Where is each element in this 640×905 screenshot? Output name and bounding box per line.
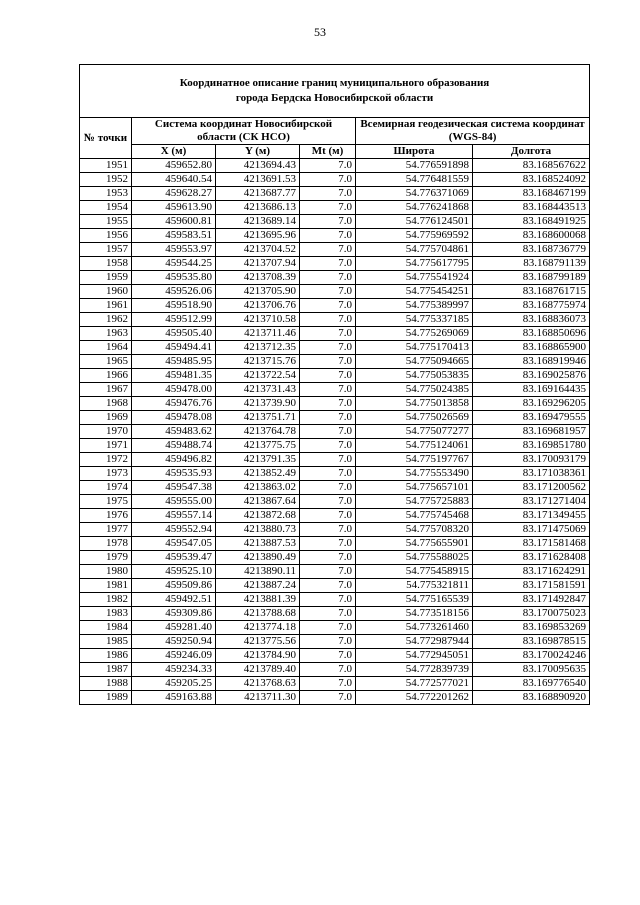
point-number-cell: 1959 [80, 271, 132, 285]
longitude-cell: 83.168443513 [473, 201, 590, 215]
page-number: 53 [314, 25, 326, 39]
longitude-cell: 83.168799189 [473, 271, 590, 285]
mt-cell: 7.0 [300, 271, 356, 285]
x-cell: 459234.33 [132, 663, 216, 677]
point-number-cell: 1980 [80, 565, 132, 579]
header-local-system: Система координат Новосибирской области (СК НСО) [132, 118, 356, 145]
longitude-cell: 83.171200562 [473, 481, 590, 495]
mt-cell: 7.0 [300, 481, 356, 495]
mt-cell: 7.0 [300, 677, 356, 691]
table-row [80, 649, 590, 663]
longitude-cell: 83.171038361 [473, 467, 590, 481]
point-number-cell: 1982 [80, 593, 132, 607]
x-cell: 459496.82 [132, 453, 216, 467]
point-number-cell: 1955 [80, 215, 132, 229]
table-row [80, 537, 590, 551]
x-cell: 459509.86 [132, 579, 216, 593]
y-cell: 4213706.76 [216, 299, 300, 313]
longitude-cell: 83.168919946 [473, 355, 590, 369]
y-cell: 4213890.49 [216, 551, 300, 565]
table-row [80, 481, 590, 495]
y-cell: 4213711.46 [216, 327, 300, 341]
coordinates-table [79, 64, 590, 705]
y-cell: 4213751.71 [216, 411, 300, 425]
latitude-cell: 54.775389997 [356, 299, 473, 313]
x-cell: 459481.35 [132, 369, 216, 383]
mt-cell: 7.0 [300, 299, 356, 313]
mt-cell: 7.0 [300, 537, 356, 551]
x-cell: 459553.97 [132, 243, 216, 257]
point-number-cell: 1983 [80, 607, 132, 621]
x-cell: 459535.80 [132, 271, 216, 285]
x-cell: 459518.90 [132, 299, 216, 313]
mt-cell: 7.0 [300, 411, 356, 425]
table-row [80, 509, 590, 523]
y-cell: 4213768.63 [216, 677, 300, 691]
latitude-cell: 54.775321811 [356, 579, 473, 593]
point-number-cell: 1976 [80, 509, 132, 523]
latitude-cell: 54.775124061 [356, 439, 473, 453]
x-cell: 459547.05 [132, 537, 216, 551]
mt-cell: 7.0 [300, 383, 356, 397]
point-number-cell: 1956 [80, 229, 132, 243]
y-cell: 4213686.13 [216, 201, 300, 215]
table-row [80, 495, 590, 509]
x-cell: 459476.76 [132, 397, 216, 411]
y-cell: 4213872.68 [216, 509, 300, 523]
point-number-cell: 1989 [80, 691, 132, 705]
x-cell: 459557.14 [132, 509, 216, 523]
mt-cell: 7.0 [300, 495, 356, 509]
point-number-cell: 1988 [80, 677, 132, 691]
longitude-cell: 83.169164435 [473, 383, 590, 397]
x-cell: 459485.95 [132, 355, 216, 369]
latitude-cell: 54.772945051 [356, 649, 473, 663]
mt-cell: 7.0 [300, 201, 356, 215]
mt-cell: 7.0 [300, 509, 356, 523]
y-cell: 4213705.90 [216, 285, 300, 299]
table-title-line1: Координатное описание границ муниципального образования [179, 77, 490, 89]
mt-cell: 7.0 [300, 607, 356, 621]
table-row [80, 565, 590, 579]
longitude-cell: 83.168791139 [473, 257, 590, 271]
y-cell: 4213715.76 [216, 355, 300, 369]
mt-cell: 7.0 [300, 229, 356, 243]
mt-cell: 7.0 [300, 593, 356, 607]
point-number-cell: 1981 [80, 579, 132, 593]
latitude-cell: 54.775013858 [356, 397, 473, 411]
header-x: X (м) [132, 145, 216, 159]
header-y: Y (м) [216, 145, 300, 159]
mt-cell: 7.0 [300, 621, 356, 635]
mt-cell: 7.0 [300, 579, 356, 593]
latitude-cell: 54.775708320 [356, 523, 473, 537]
latitude-cell: 54.772201262 [356, 691, 473, 705]
latitude-cell: 54.775454251 [356, 285, 473, 299]
table-row [80, 201, 590, 215]
table-row [80, 383, 590, 397]
x-cell: 459246.09 [132, 649, 216, 663]
mt-cell: 7.0 [300, 551, 356, 565]
y-cell: 4213890.11 [216, 565, 300, 579]
latitude-cell: 54.775053835 [356, 369, 473, 383]
latitude-cell: 54.775745468 [356, 509, 473, 523]
latitude-cell: 54.776481559 [356, 173, 473, 187]
point-number-cell: 1978 [80, 537, 132, 551]
header-latitude: Широта [356, 145, 473, 159]
longitude-cell: 83.168836073 [473, 313, 590, 327]
longitude-cell: 83.170095635 [473, 663, 590, 677]
latitude-cell: 54.776371069 [356, 187, 473, 201]
y-cell: 4213712.35 [216, 341, 300, 355]
y-cell: 4213722.54 [216, 369, 300, 383]
mt-cell: 7.0 [300, 187, 356, 201]
longitude-cell: 83.171628408 [473, 551, 590, 565]
y-cell: 4213691.53 [216, 173, 300, 187]
latitude-cell: 54.775725883 [356, 495, 473, 509]
x-cell: 459640.54 [132, 173, 216, 187]
mt-cell: 7.0 [300, 397, 356, 411]
table-row [80, 607, 590, 621]
header-point-number: № точки [80, 118, 132, 159]
longitude-cell: 83.169853269 [473, 621, 590, 635]
latitude-cell: 54.775969592 [356, 229, 473, 243]
latitude-cell: 54.775077277 [356, 425, 473, 439]
table-row [80, 257, 590, 271]
mt-cell: 7.0 [300, 523, 356, 537]
mt-cell: 7.0 [300, 243, 356, 257]
y-cell: 4213880.73 [216, 523, 300, 537]
mt-cell: 7.0 [300, 285, 356, 299]
latitude-cell: 54.772987944 [356, 635, 473, 649]
y-cell: 4213731.43 [216, 383, 300, 397]
x-cell: 459555.00 [132, 495, 216, 509]
x-cell: 459600.81 [132, 215, 216, 229]
point-number-cell: 1966 [80, 369, 132, 383]
mt-cell: 7.0 [300, 159, 356, 173]
longitude-cell: 83.168491925 [473, 215, 590, 229]
table-row [80, 243, 590, 257]
point-number-cell: 1967 [80, 383, 132, 397]
y-cell: 4213881.39 [216, 593, 300, 607]
point-number-cell: 1969 [80, 411, 132, 425]
y-cell: 4213887.24 [216, 579, 300, 593]
mt-cell: 7.0 [300, 691, 356, 705]
x-cell: 459505.40 [132, 327, 216, 341]
x-cell: 459250.94 [132, 635, 216, 649]
longitude-cell: 83.169681957 [473, 425, 590, 439]
x-cell: 459547.38 [132, 481, 216, 495]
mt-cell: 7.0 [300, 327, 356, 341]
y-cell: 4213710.58 [216, 313, 300, 327]
longitude-cell: 83.168467199 [473, 187, 590, 201]
mt-cell: 7.0 [300, 649, 356, 663]
longitude-cell: 83.171581468 [473, 537, 590, 551]
x-cell: 459483.62 [132, 425, 216, 439]
mt-cell: 7.0 [300, 215, 356, 229]
x-cell: 459544.25 [132, 257, 216, 271]
x-cell: 459494.41 [132, 341, 216, 355]
table-row [80, 341, 590, 355]
longitude-cell: 83.168761715 [473, 285, 590, 299]
longitude-cell: 83.168865900 [473, 341, 590, 355]
longitude-cell: 83.168600068 [473, 229, 590, 243]
latitude-cell: 54.775588025 [356, 551, 473, 565]
table-row [80, 677, 590, 691]
longitude-cell: 83.169025876 [473, 369, 590, 383]
y-cell: 4213775.75 [216, 439, 300, 453]
header-mt: Mt (м) [300, 145, 356, 159]
latitude-cell: 54.775094665 [356, 355, 473, 369]
y-cell: 4213863.02 [216, 481, 300, 495]
point-number-cell: 1968 [80, 397, 132, 411]
table-row [80, 397, 590, 411]
longitude-cell: 83.168567622 [473, 159, 590, 173]
point-number-cell: 1985 [80, 635, 132, 649]
table-title-line2: города Бердска Новосибирской области [235, 92, 434, 104]
x-cell: 459539.47 [132, 551, 216, 565]
table-title [80, 65, 590, 118]
table-row [80, 439, 590, 453]
latitude-cell: 54.775655901 [356, 537, 473, 551]
latitude-cell: 54.775165539 [356, 593, 473, 607]
table-row [80, 523, 590, 537]
y-cell: 4213791.35 [216, 453, 300, 467]
y-cell: 4213784.90 [216, 649, 300, 663]
point-number-cell: 1951 [80, 159, 132, 173]
table-row [80, 467, 590, 481]
latitude-cell: 54.775337185 [356, 313, 473, 327]
mt-cell: 7.0 [300, 173, 356, 187]
header-longitude: Долгота [473, 145, 590, 159]
latitude-cell: 54.775170413 [356, 341, 473, 355]
x-cell: 459652.80 [132, 159, 216, 173]
point-number-cell: 1973 [80, 467, 132, 481]
latitude-cell: 54.773261460 [356, 621, 473, 635]
point-number-cell: 1977 [80, 523, 132, 537]
x-cell: 459281.40 [132, 621, 216, 635]
y-cell: 4213788.68 [216, 607, 300, 621]
longitude-cell: 83.169296205 [473, 397, 590, 411]
table-row [80, 635, 590, 649]
longitude-cell: 83.170093179 [473, 453, 590, 467]
table-row [80, 271, 590, 285]
point-number-cell: 1965 [80, 355, 132, 369]
y-cell: 4213694.43 [216, 159, 300, 173]
y-cell: 4213707.94 [216, 257, 300, 271]
table-row [80, 425, 590, 439]
longitude-cell: 83.171271404 [473, 495, 590, 509]
latitude-cell: 54.775458915 [356, 565, 473, 579]
table-row [80, 187, 590, 201]
point-number-cell: 1964 [80, 341, 132, 355]
point-number-cell: 1971 [80, 439, 132, 453]
point-number-cell: 1953 [80, 187, 132, 201]
latitude-cell: 54.772577021 [356, 677, 473, 691]
longitude-cell: 83.171581591 [473, 579, 590, 593]
table-row [80, 285, 590, 299]
latitude-cell: 54.775024385 [356, 383, 473, 397]
longitude-cell: 83.168736779 [473, 243, 590, 257]
longitude-cell: 83.169479555 [473, 411, 590, 425]
table-row [80, 369, 590, 383]
x-cell: 459512.99 [132, 313, 216, 327]
point-number-cell: 1963 [80, 327, 132, 341]
table-row [80, 173, 590, 187]
table-row [80, 327, 590, 341]
header-wgs-system: Всемирная геодезическая система координат (WGS-84) [356, 118, 590, 145]
mt-cell: 7.0 [300, 467, 356, 481]
mt-cell: 7.0 [300, 439, 356, 453]
y-cell: 4213689.14 [216, 215, 300, 229]
mt-cell: 7.0 [300, 257, 356, 271]
latitude-cell: 54.776591898 [356, 159, 473, 173]
latitude-cell: 54.776124501 [356, 215, 473, 229]
y-cell: 4213852.49 [216, 467, 300, 481]
x-cell: 459535.93 [132, 467, 216, 481]
point-number-cell: 1957 [80, 243, 132, 257]
x-cell: 459552.94 [132, 523, 216, 537]
x-cell: 459628.27 [132, 187, 216, 201]
longitude-cell: 83.171624291 [473, 565, 590, 579]
point-number-cell: 1958 [80, 257, 132, 271]
point-number-cell: 1952 [80, 173, 132, 187]
mt-cell: 7.0 [300, 565, 356, 579]
point-number-cell: 1975 [80, 495, 132, 509]
latitude-cell: 54.775541924 [356, 271, 473, 285]
latitude-cell: 54.772839739 [356, 663, 473, 677]
latitude-cell: 54.775617795 [356, 257, 473, 271]
latitude-cell: 54.775269069 [356, 327, 473, 341]
y-cell: 4213774.18 [216, 621, 300, 635]
table-row [80, 313, 590, 327]
point-number-cell: 1984 [80, 621, 132, 635]
point-number-cell: 1954 [80, 201, 132, 215]
longitude-cell: 83.168850696 [473, 327, 590, 341]
longitude-cell: 83.169776540 [473, 677, 590, 691]
point-number-cell: 1979 [80, 551, 132, 565]
x-cell: 459309.86 [132, 607, 216, 621]
table-row [80, 355, 590, 369]
table-row [80, 593, 590, 607]
table-row [80, 159, 590, 173]
latitude-cell: 54.775657101 [356, 481, 473, 495]
y-cell: 4213867.64 [216, 495, 300, 509]
point-number-cell: 1972 [80, 453, 132, 467]
longitude-cell: 83.169878515 [473, 635, 590, 649]
table-row [80, 621, 590, 635]
table-row [80, 691, 590, 705]
y-cell: 4213687.77 [216, 187, 300, 201]
x-cell: 459492.51 [132, 593, 216, 607]
mt-cell: 7.0 [300, 425, 356, 439]
table-row [80, 215, 590, 229]
longitude-cell: 83.171349455 [473, 509, 590, 523]
table-row [80, 551, 590, 565]
y-cell: 4213695.96 [216, 229, 300, 243]
longitude-cell: 83.169851780 [473, 439, 590, 453]
latitude-cell: 54.775197767 [356, 453, 473, 467]
longitude-cell: 83.168890920 [473, 691, 590, 705]
latitude-cell: 54.773518156 [356, 607, 473, 621]
latitude-cell: 54.775026569 [356, 411, 473, 425]
x-cell: 459525.10 [132, 565, 216, 579]
x-cell: 459613.90 [132, 201, 216, 215]
mt-cell: 7.0 [300, 635, 356, 649]
point-number-cell: 1962 [80, 313, 132, 327]
mt-cell: 7.0 [300, 453, 356, 467]
mt-cell: 7.0 [300, 313, 356, 327]
y-cell: 4213789.40 [216, 663, 300, 677]
latitude-cell: 54.775704861 [356, 243, 473, 257]
latitude-cell: 54.775553490 [356, 467, 473, 481]
y-cell: 4213708.39 [216, 271, 300, 285]
table-row [80, 453, 590, 467]
latitude-cell: 54.776241868 [356, 201, 473, 215]
table-row [80, 229, 590, 243]
point-number-cell: 1961 [80, 299, 132, 313]
point-number-cell: 1986 [80, 649, 132, 663]
x-cell: 459478.08 [132, 411, 216, 425]
x-cell: 459478.00 [132, 383, 216, 397]
x-cell: 459488.74 [132, 439, 216, 453]
mt-cell: 7.0 [300, 355, 356, 369]
y-cell: 4213764.78 [216, 425, 300, 439]
table-row [80, 663, 590, 677]
point-number-cell: 1974 [80, 481, 132, 495]
table-row [80, 411, 590, 425]
longitude-cell: 83.171475069 [473, 523, 590, 537]
x-cell: 459526.06 [132, 285, 216, 299]
point-number-cell: 1987 [80, 663, 132, 677]
longitude-cell: 83.168524092 [473, 173, 590, 187]
x-cell: 459163.88 [132, 691, 216, 705]
x-cell: 459583.51 [132, 229, 216, 243]
y-cell: 4213711.30 [216, 691, 300, 705]
longitude-cell: 83.170024246 [473, 649, 590, 663]
table-row [80, 299, 590, 313]
mt-cell: 7.0 [300, 663, 356, 677]
point-number-cell: 1970 [80, 425, 132, 439]
longitude-cell: 83.170075023 [473, 607, 590, 621]
y-cell: 4213739.90 [216, 397, 300, 411]
table-row [80, 579, 590, 593]
longitude-cell: 83.171492847 [473, 593, 590, 607]
y-cell: 4213775.56 [216, 635, 300, 649]
mt-cell: 7.0 [300, 369, 356, 383]
x-cell: 459205.25 [132, 677, 216, 691]
point-number-cell: 1960 [80, 285, 132, 299]
longitude-cell: 83.168775974 [473, 299, 590, 313]
mt-cell: 7.0 [300, 341, 356, 355]
y-cell: 4213704.52 [216, 243, 300, 257]
y-cell: 4213887.53 [216, 537, 300, 551]
